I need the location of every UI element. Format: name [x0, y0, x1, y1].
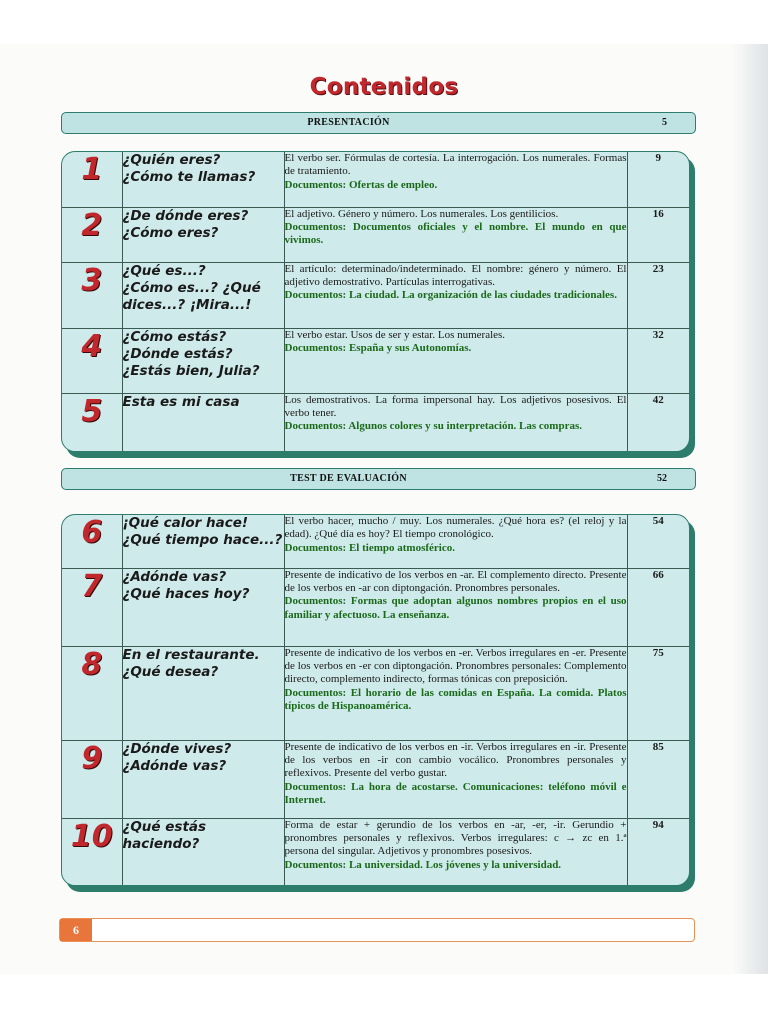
unit-row: [62, 152, 689, 207]
unit-row: [62, 515, 689, 568]
unit-title-line: ¿Dónde vives?: [122, 740, 232, 757]
page-title: Contenidos: [309, 74, 459, 100]
test-page: 52: [657, 473, 667, 484]
unit-title-line: En el restaurante.: [122, 646, 260, 663]
footer-bar: [59, 918, 695, 942]
unit-page: 75: [627, 646, 689, 740]
unit-title-line: ¿Cómo estás?: [122, 328, 227, 345]
unit-row: [62, 568, 689, 646]
unit-title-line: ¿Cómo es...? ¿Qué: [122, 279, 261, 296]
test-label: TEST DE EVALUACIÓN: [290, 473, 407, 484]
unit-page: 54: [627, 515, 689, 568]
test-bar: [61, 468, 696, 490]
unit-row: [62, 393, 689, 451]
unit-number: 7: [62, 568, 122, 646]
unit-title-line: ¿Adónde vas?: [122, 757, 227, 774]
unit-title-line: ¿Adónde vas?: [122, 568, 227, 585]
unit-title-line: ¿Cómo te llamas?: [122, 169, 256, 185]
unit-title: [122, 262, 284, 328]
footer-page-number: 6: [60, 919, 92, 941]
unit-documents: Documentos: La universidad. Los jóvenes y la universidad.: [284, 858, 562, 871]
units-table-2: [61, 514, 690, 886]
unit-contents: [284, 328, 627, 393]
unit-page: 42: [627, 393, 689, 451]
unit-page: 23: [627, 262, 689, 328]
unit-description: Los demostrativos. La forma impersonal hay. Los adjetivos posesivos. El verbo tener.: [284, 393, 627, 419]
unit-contents: [284, 568, 627, 646]
units-grid-1: [62, 152, 689, 451]
unit-title-line: ¿Qué tiempo hace...?: [122, 532, 283, 548]
unit-title: [122, 152, 284, 207]
unit-title: [122, 818, 284, 885]
unit-description: Forma de estar + gerundio de los verbos en -ar, -er, -ir. Gerundio + pronombres personales y reflexivos. Verbos irregulares: c → zc en 1.ª persona del singular. Adjetivos y pronombres posesivos.: [284, 818, 627, 858]
unit-title-line: ¿De dónde eres?: [122, 207, 249, 224]
unit-row: [62, 262, 689, 328]
unit-contents: [284, 262, 627, 328]
unit-page: 94: [627, 818, 689, 885]
units-table-1: [61, 151, 690, 452]
unit-title-line: ¿Quién eres?: [122, 152, 221, 168]
unit-title-line: ¿Qué desea?: [122, 663, 219, 680]
unit-documents: Documentos: Formas que adoptan algunos nombres propios en el uso familiar y afectuoso. La enseñanza.: [284, 595, 627, 621]
unit-number: 6: [62, 515, 122, 568]
unit-title-line: ¿Estás bien, Julia?: [122, 362, 260, 379]
unit-title-line: ¿Dónde estás?: [122, 345, 233, 362]
unit-title-line: dices...? ¡Mira...!: [122, 296, 252, 313]
unit-title-line: ¿Qué estás: [122, 818, 207, 835]
unit-title-line: haciendo?: [122, 835, 200, 852]
unit-title: [122, 568, 284, 646]
unit-row: [62, 328, 689, 393]
unit-title: [122, 515, 284, 568]
unit-title-line: ¿Qué es...?: [122, 262, 206, 279]
unit-contents: [284, 818, 627, 885]
unit-title: [122, 646, 284, 740]
unit-title-line: Esta es mi casa: [122, 393, 240, 410]
presentacion-page: 5: [662, 117, 667, 128]
unit-description: El verbo ser. Fórmulas de cortesía. La interrogación. Los numerales. Formas de tratamiento.: [284, 152, 627, 178]
unit-page: 16: [627, 207, 689, 262]
unit-number: 10: [62, 818, 122, 885]
unit-contents: [284, 393, 627, 451]
unit-contents: [284, 207, 627, 262]
unit-description: Presente de indicativo de los verbos en -ir. Verbos irregulares en -ir. Presente de los verbos en -ir con cambio vocálico. Pronombres personales y reflexivos. Presente del verbo gustar.: [284, 740, 627, 780]
unit-page: 85: [627, 740, 689, 818]
unit-page: 66: [627, 568, 689, 646]
unit-row: [62, 207, 689, 262]
unit-contents: [284, 515, 627, 568]
unit-number: 5: [62, 393, 122, 451]
presentacion-bar: [61, 112, 696, 134]
unit-description: El adjetivo. Género y número. Los numerales. Los gentilicios.: [284, 207, 559, 220]
unit-row: [62, 740, 689, 818]
unit-title-line: ¿Cómo eres?: [122, 224, 219, 241]
unit-title-line: ¿Qué haces hoy?: [122, 585, 250, 602]
unit-title: [122, 393, 284, 451]
unit-page: 9: [627, 152, 689, 207]
unit-title: [122, 328, 284, 393]
unit-number: 2: [62, 207, 122, 262]
unit-documents: Documentos: El horario de las comidas en España. La comida. Platos típicos de Hispanoamérica.: [284, 686, 627, 713]
unit-documents: Documentos: La ciudad. La organización de las ciudades tradicionales.: [284, 289, 617, 302]
unit-number: 8: [62, 646, 122, 740]
unit-contents: [284, 152, 627, 207]
unit-documents: Documentos: Algunos colores y su interpretación. Las compras.: [284, 420, 583, 433]
unit-documents: Documentos: Ofertas de empleo.: [284, 178, 438, 191]
unit-contents: [284, 740, 627, 818]
unit-number: 4: [62, 328, 122, 393]
unit-contents: [284, 646, 627, 740]
unit-documents: Documentos: La hora de acostarse. Comunicaciones: teléfono móvil e Internet.: [284, 780, 627, 807]
unit-description: El verbo hacer, mucho / muy. Los numerales. ¿Qué hora es? (el reloj y la edad). ¿Qué día es hoy? El tiempo cronológico.: [284, 515, 627, 541]
unit-number: 9: [62, 740, 122, 818]
unit-number: 3: [62, 262, 122, 328]
unit-documents: Documentos: España y sus Autonomías.: [284, 341, 472, 354]
unit-documents: Documentos: Documentos oficiales y el nombre. El mundo en que vivimos.: [284, 220, 627, 247]
unit-description: El verbo estar. Usos de ser y estar. Los numerales.: [284, 328, 506, 341]
unit-row: [62, 646, 689, 740]
unit-description: Presente de indicativo de los verbos en -er. Verbos irregulares en -er. Presente de los verbos en -er con diptongación. Pronombres personales: Complemento directo, complemento indirecto, formas tónicas con preposición.: [284, 646, 627, 686]
unit-title: [122, 207, 284, 262]
unit-title: [122, 740, 284, 818]
unit-number: 1: [62, 152, 122, 207]
unit-row: [62, 818, 689, 885]
presentacion-label: PRESENTACIÓN: [307, 117, 390, 128]
unit-description: Presente de indicativo de los verbos en -ar. El complemento directo. Presente de los verbos en -ar con diptongación. Pronombres personales.: [284, 568, 627, 594]
unit-documents: Documentos: El tiempo atmosférico.: [284, 541, 455, 554]
unit-page: 32: [627, 328, 689, 393]
unit-title-line: ¡Qué calor hace!: [122, 515, 249, 531]
units-grid-2: [62, 515, 689, 885]
unit-description: El artículo: determinado/indeterminado. El nombre: género y número. El adjetivo demostrativo. Partículas interrogativas.: [284, 262, 627, 288]
